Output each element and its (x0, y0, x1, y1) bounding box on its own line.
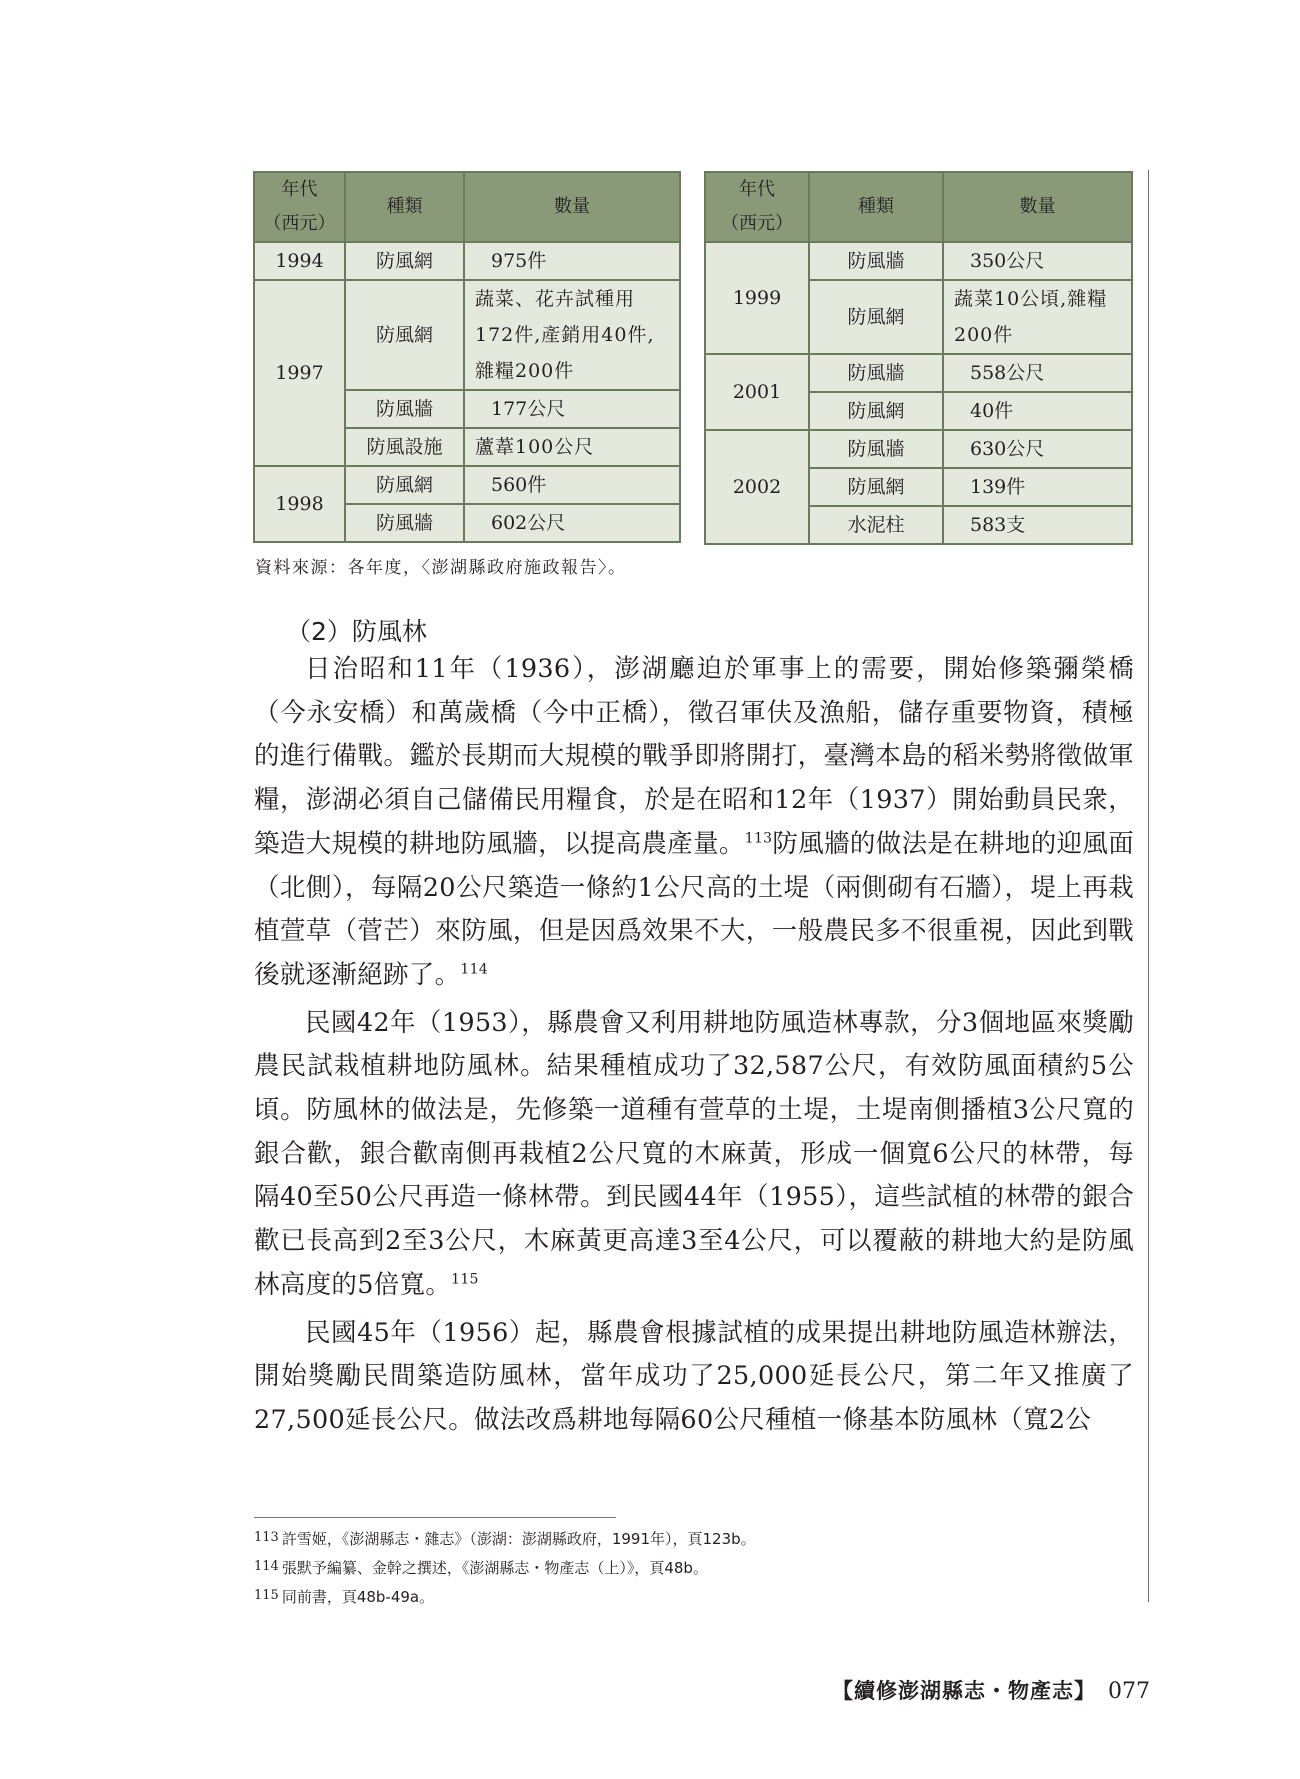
type-cell: 防風網 (809, 468, 943, 506)
qty-cell: 139件 (943, 468, 1132, 506)
paragraph: 日治昭和11年（1936），澎湖廳迫於軍事上的需要，開始修築彌榮橋（今永安橋）和萬歲橋（今中正橋），徵召軍伕及漁船，儲存重要物資，積極的進行備戰。鑑於長期而大規模的戰爭即將開打，臺灣本島的稻米勢將徵做軍糧，澎湖必須自己儲備民用糧食，於是在昭和12年（1937）開始動員民衆，築造大規模的耕地防風牆，以提高農產量。$^{113}$防風牆的做法是在耕地的迎風面（北側），每隔20公尺築造一條約1公尺高的土堤（兩側砌有石牆），堤上再栽植萱草（菅芒）來防風，但是因爲效果不大，一般農民多不很重視，因此到戰後就逐漸絕跡了。$^{114}$ (254, 654, 1135, 990)
header-type: 種類 (809, 172, 943, 242)
header-year: 年代 （西元） (254, 172, 345, 242)
type-cell: 水泥柱 (809, 506, 943, 544)
qty-cell: 602公尺 (464, 504, 680, 542)
footnote: 113 許雪姬，《澎湖縣志・雜志》（澎湖：澎湖縣政府，1991年），頁123b。 (254, 1530, 756, 1548)
type-cell: 防風牆 (809, 242, 943, 280)
page-footer (832, 1675, 1150, 1705)
qty-cell: 蔬菜、花卉試種用 172件,產銷用40件, 雜糧200件 (464, 280, 680, 390)
table-row (254, 242, 680, 280)
type-cell: 防風網 (809, 280, 943, 354)
section-title: （2）防風林 (286, 617, 427, 646)
type-cell: 防風設施 (345, 428, 464, 466)
body-text (254, 648, 1134, 1447)
qty-cell: 630公尺 (943, 430, 1132, 468)
qty-cell: 350公尺 (943, 242, 1132, 280)
page-number: 077 (1108, 1679, 1150, 1704)
footnote-ref: 115 (451, 1271, 479, 1288)
table-row (254, 466, 680, 504)
year-cell: 1997 (254, 280, 345, 466)
year-cell: 2001 (705, 354, 809, 430)
paragraph: 民國42年（1953），縣農會又利用耕地防風造林專款，分3個地區來獎勵農民試栽植耕地防風林。結果種植成功了32,587公尺，有效防風面積約5公頃。防風林的做法是，先修築一道種有萱草的土堤，土堤南側播植3公尺寬的銀合歡，銀合歡南側再栽植2公尺寬的木麻黃，形成一個寬6公尺的林帶，每隔40至50公尺再造一條林帶。到民國44年（1955），這些試植的林帶的銀合歡已長高到2至3公尺，木麻黃更高達3至4公尺，可以覆蔽的耕地大約是防風林高度的5倍寬。$^{115}$ (254, 1007, 1134, 1300)
year-cell: 1999 (705, 242, 809, 354)
header-year: 年代 （西元） (705, 172, 809, 242)
qty-cell: 560件 (464, 466, 680, 504)
year-cell: 2002 (705, 430, 809, 544)
table-row (705, 242, 1132, 280)
type-cell: 防風牆 (345, 504, 464, 542)
qty-cell: 40件 (943, 392, 1132, 430)
type-cell: 防風牆 (345, 390, 464, 428)
margin-rule (1148, 170, 1149, 1602)
header-qty: 數量 (464, 172, 680, 242)
table-header-row (254, 172, 680, 242)
table-row (254, 280, 680, 390)
footnote-ref: 114 (460, 961, 489, 978)
year-cell: 1994 (254, 242, 345, 280)
type-cell: 防風網 (345, 242, 464, 280)
qty-cell: 蘆葦100公尺 (464, 428, 680, 466)
footnote: 114 張默予編纂、金幹之撰述，《澎湖縣志・物產志（上）》，頁48b。 (254, 1559, 708, 1577)
type-cell: 防風網 (345, 466, 464, 504)
type-cell: 防風牆 (809, 430, 943, 468)
qty-cell: 583支 (943, 506, 1132, 544)
paragraph: 民國45年（1956）起，縣農會根據試植的成果提出耕地防風造林辦法，開始獎勵民間築造防風林，當年成功了25,000延長公尺，第二年又推廣了27,500延長公尺。做法改爲耕地每隔60公尺種植一條基本防風林（寬2公 (254, 1317, 1134, 1435)
qty-cell: 蔬菜10公頃,雜糧 200件 (943, 280, 1132, 354)
footer-title: 【續修澎湖縣志・物產志】 (832, 1678, 1096, 1703)
footnote-divider (254, 1517, 616, 1518)
table-row (705, 354, 1132, 392)
year-cell: 1998 (254, 466, 345, 542)
qty-cell: 177公尺 (464, 390, 680, 428)
type-cell: 防風網 (809, 392, 943, 430)
windbreak-table-right (704, 171, 1133, 545)
footnote: 115 同前書，頁48b-49a。 (254, 1588, 435, 1606)
table-source-note: 資料來源：各年度，〈澎湖縣政府施政報告〉。 (255, 558, 627, 578)
type-cell: 防風網 (345, 280, 464, 390)
table-header-row (705, 172, 1132, 242)
header-type: 種類 (345, 172, 464, 242)
windbreak-table-left (253, 171, 681, 543)
qty-cell: 558公尺 (943, 354, 1132, 392)
table-row (705, 430, 1132, 468)
qty-cell: 975件 (464, 242, 680, 280)
footnotes (254, 1524, 1134, 1611)
type-cell: 防風牆 (809, 354, 943, 392)
footnote-ref: 113 (744, 830, 773, 847)
header-qty: 數量 (943, 172, 1132, 242)
